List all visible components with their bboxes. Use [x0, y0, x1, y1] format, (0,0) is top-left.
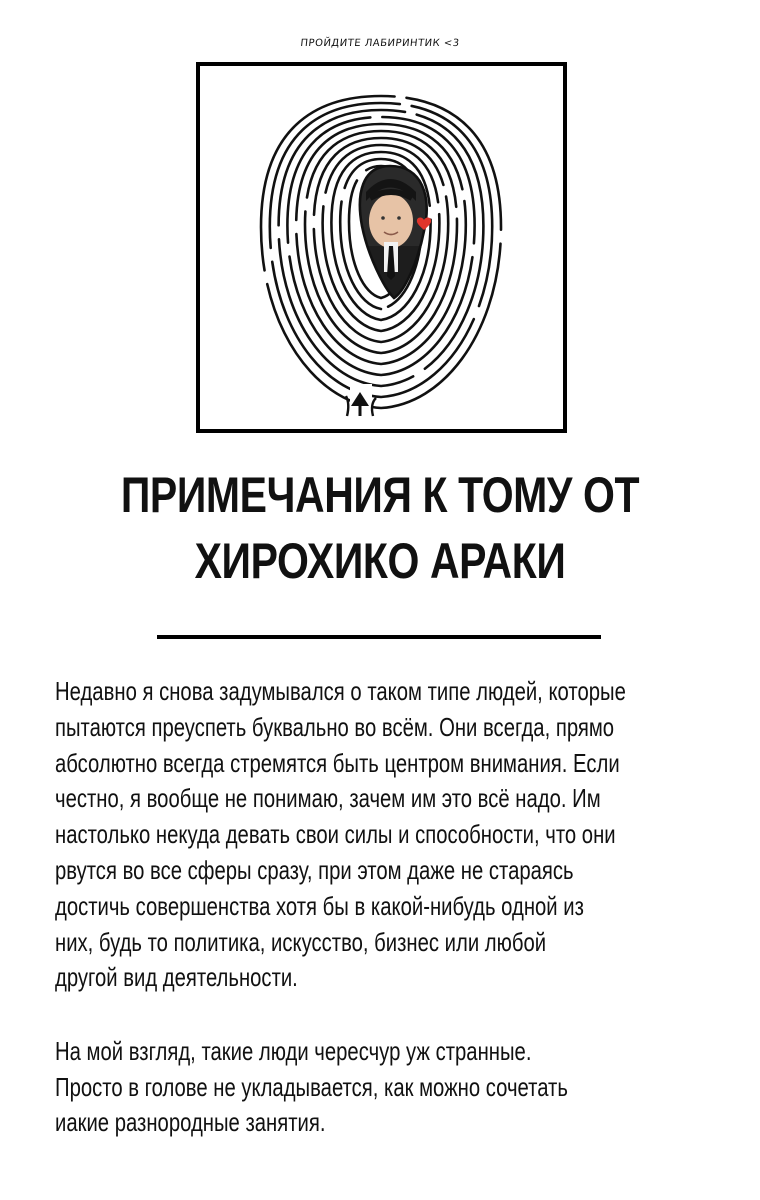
- paragraph-line: абсолютно всегда стремятся быть центром внимания. Если: [55, 747, 620, 778]
- paragraph-1: [55, 674, 695, 996]
- paragraph-line: настолько некуда девать свои силы и способности, что они: [55, 819, 616, 850]
- maze-illustration: [200, 66, 563, 429]
- paragraph-line: честно, я вообще не понимаю, зачем им это всё надо. Им: [55, 783, 601, 814]
- maze-illustration-frame: [196, 62, 567, 433]
- paragraph-line: них, будь то политика, искусство, бизнес или любой: [55, 926, 547, 957]
- maze-caption: ПРОЙДИТЕ ЛАБИРИНТИК <3: [299, 38, 461, 49]
- title-line-1: ПРИМЕЧАНИЯ К ТОМУ ОТ: [120, 467, 640, 523]
- paragraph-line: достичь совершенства хотя бы в какой-нибудь одной из: [55, 890, 584, 921]
- title-divider: [157, 635, 601, 639]
- paragraph-line: иакие разнородные занятия.: [55, 1107, 326, 1137]
- paragraph-line: рвутся во все сферы сразу, при этом даже не стараясь: [55, 854, 574, 885]
- paragraph-line: другой вид деятельности.: [55, 962, 298, 993]
- paragraph-line: Недавно я снова задумывался о таком типе людей, которые: [55, 676, 626, 706]
- title-line-2: ХИРОХИКО АРАКИ: [194, 533, 566, 589]
- paragraph-2: [55, 1034, 695, 1141]
- paragraph-line: пытаются преуспеть буквально во всём. Они всегда, прямо: [55, 711, 615, 742]
- page-title: [68, 462, 691, 594]
- paragraph-line: На мой взгляд, такие люди чересчур уж странные.: [55, 1036, 532, 1066]
- paragraph-line: Просто в голове не укладывается, как можно сочетать: [55, 1071, 568, 1102]
